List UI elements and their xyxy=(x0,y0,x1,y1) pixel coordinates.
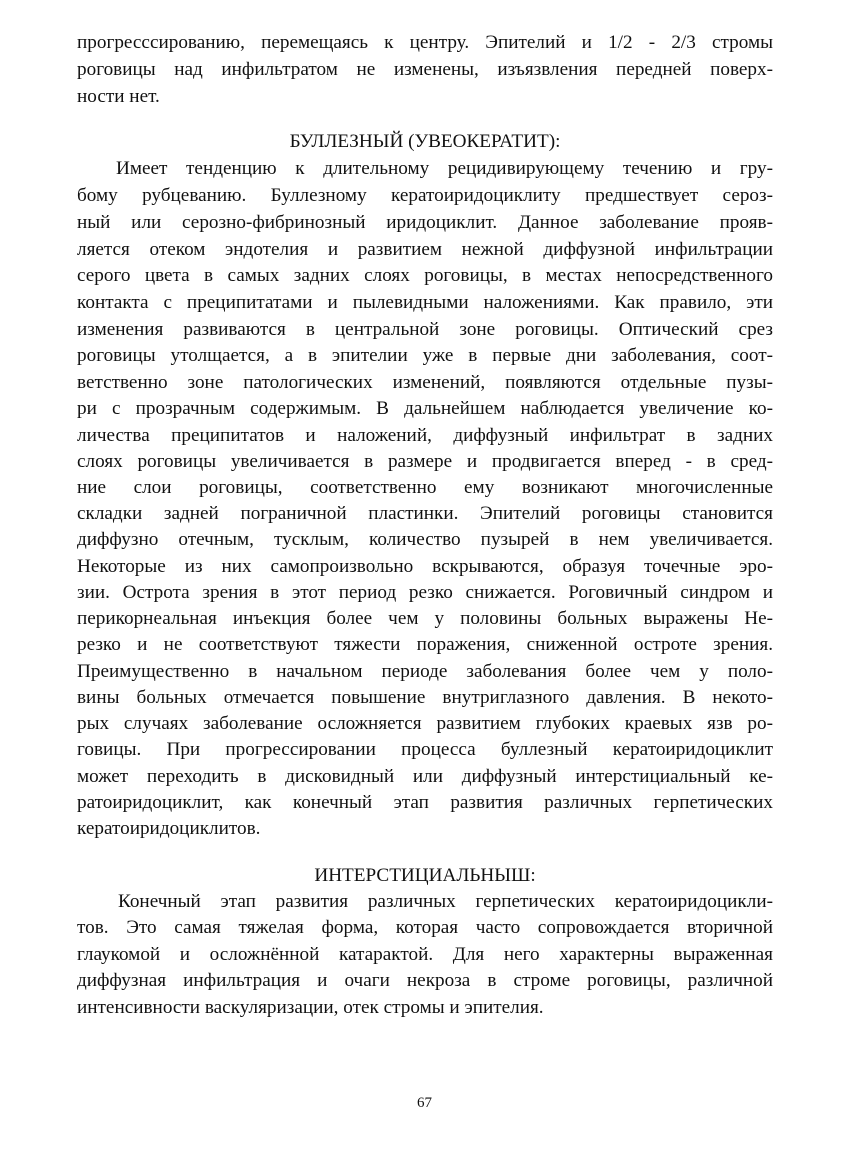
text-line: ветственно зоне патологических изменений, появляются отдельные пузы- xyxy=(77,372,773,393)
text-line: складки задней пограничной пластинки. Эпителий роговицы становится xyxy=(77,503,773,524)
page-number: 67 xyxy=(417,1095,432,1111)
text-line: кератоиридоциклитов. xyxy=(77,818,261,839)
text-line: серого цвета в самых задних слоях роговицы, в местах непосредственного xyxy=(77,265,773,286)
text-line: ности нет. xyxy=(77,86,160,107)
text-line: Имеет тенденцию к длительному рецидивирующему течению и гру- xyxy=(116,158,773,179)
text-line: рых случаях заболевание осложняется развитием глубоких краевых язв ро- xyxy=(77,713,773,734)
text-line: диффузная инфильтрация и очаги некроза в строме роговицы, различной xyxy=(77,970,773,991)
text-line: вины больных отмечается повышение внутриглазного давления. В некото- xyxy=(77,687,773,708)
text-line: контакта с преципитатами и пылевидными наложениями. Как правило, эти xyxy=(77,292,773,313)
text-line: изменения развиваются в центральной зоне роговицы. Оптический срез xyxy=(77,319,773,340)
text-line: интенсивности васкуляризации, отек стромы и эпителия. xyxy=(77,997,544,1018)
text-line: говицы. При прогрессировании процесса буллезный кератоиридоциклит xyxy=(77,739,773,760)
text-line: слоях роговицы увеличивается в размере и продвигается вперед - в сред- xyxy=(77,451,773,472)
text-line: ратоиридоциклит, как конечный этап развития различных герпетических xyxy=(77,792,773,813)
text-line: ляется отеком эндотелия и развитием нежной диффузной инфильтрации xyxy=(77,239,773,260)
text-line: ние слои роговицы, соответственно ему возникают многочисленные xyxy=(77,477,773,498)
text-line: Преимущественно в начальном периоде заболевания более чем у поло- xyxy=(77,661,773,682)
text-line: перикорнеальная инъекция более чем у половины больных выражены Не- xyxy=(77,608,773,629)
text-line: тов. Это самая тяжелая форма, которая часто сопровождается вторичной xyxy=(77,917,773,938)
text-line: глаукомой и осложнённой катарактой. Для него характерны выраженная xyxy=(77,944,773,965)
text-line: ный или серозно-фибринозный иридоциклит. Данное заболевание прояв- xyxy=(77,212,773,233)
text-line: личества преципитатов и наложений, диффузный инфильтрат в задних xyxy=(77,425,773,446)
text-line: резко и не соответствуют тяжести поражения, сниженной остроте зрения. xyxy=(77,634,773,655)
text-line: Некоторые из них самопроизвольно вскрываются, образуя точечные эро- xyxy=(77,556,773,577)
text-line: роговицы утолщается, а в эпителии уже в первые дни заболевания, соот- xyxy=(77,345,773,366)
text-line: диффузно отечным, тусклым, количество пузырей в нем увеличивается. xyxy=(77,529,773,550)
text-line: бому рубцеванию. Буллезному кератоиридоциклиту предшествует сероз- xyxy=(77,185,773,206)
text-line: Конечный этап развития различных герпетических кератоиридоцикли- xyxy=(118,891,773,912)
section-heading-bullous: БУЛЛЕЗНЫЙ (УВЕОКЕРАТИТ): xyxy=(289,131,561,152)
text-line: прогресссированию, перемещаясь к центру. Эпителий и 1/2 - 2/3 стромы xyxy=(77,32,773,53)
text-line: ри с прозрачным содержимым. В дальнейшем наблюдается увеличение ко- xyxy=(77,398,773,419)
text-line: зии. Острота зрения в этот период резко снижается. Роговичный синдром и xyxy=(77,582,773,603)
text-line: роговицы над инфильтратом не изменены, изъязвления передней поверх- xyxy=(77,59,773,80)
section-heading-interstitial: ИНТЕРСТИЦИАЛЬНЫШ: xyxy=(314,865,536,886)
text-line: может переходить в дисковидный или диффузный интерстициальный ке- xyxy=(77,766,773,787)
